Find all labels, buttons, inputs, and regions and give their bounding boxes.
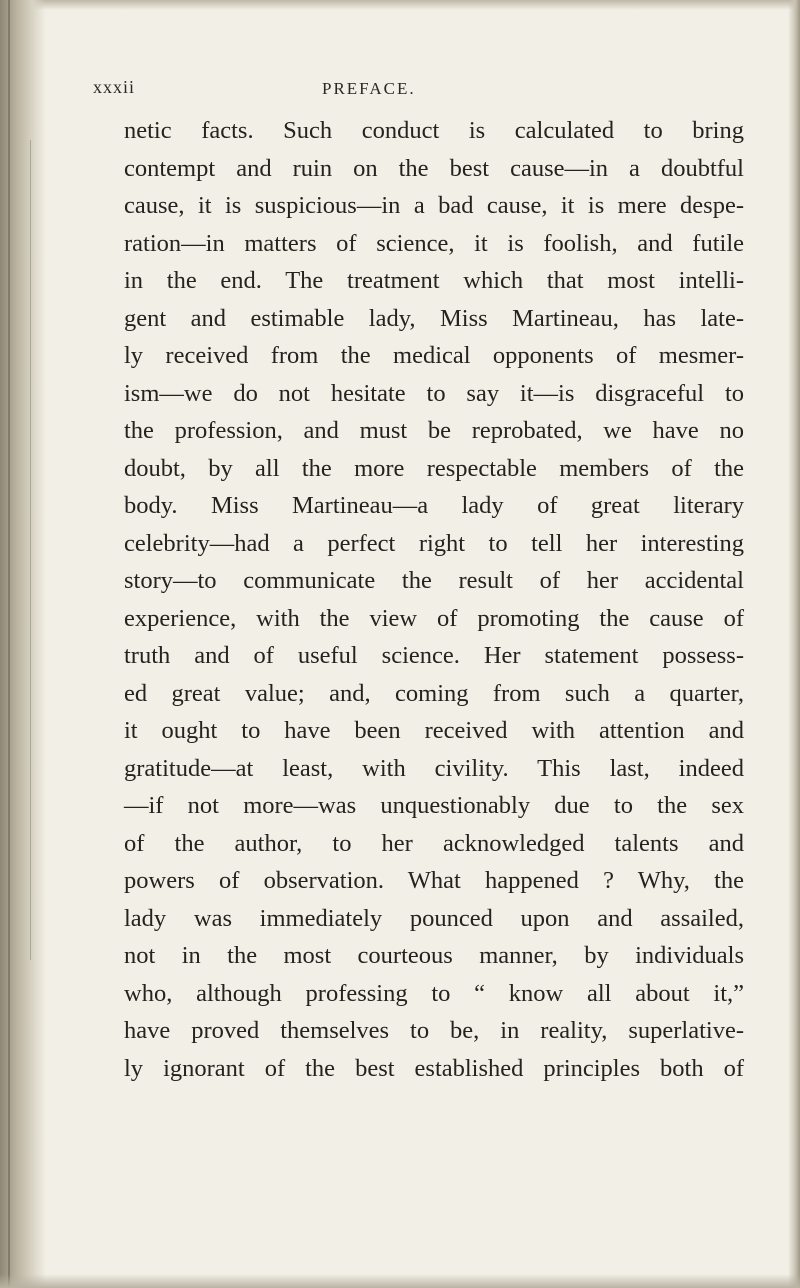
text-line: —if not more—was unquestionably due to the sex: [124, 792, 744, 819]
text-line: contempt and ruin on the best cause—in a doubtful: [124, 154, 744, 182]
text-line: ly ignorant of the best established principles both of: [124, 1054, 744, 1082]
text-line: doubt, by all the more respectable members of the: [124, 454, 744, 482]
text-line: it ought to have been received with attention and: [124, 717, 744, 744]
text-line: lady was immediately pounced upon and assailed,: [124, 904, 744, 932]
text-line: ly received from the medical opponents of mesmer-: [124, 342, 744, 369]
text-line: ration—in matters of science, it is foolish, and futile: [124, 229, 744, 257]
page-bottom-shadow: [0, 1274, 800, 1288]
text-line: ed great value; and, coming from such a quarter,: [124, 679, 744, 707]
binding-gutter: [0, 0, 46, 1288]
text-line: experience, with the view of promoting the cause of: [124, 604, 744, 632]
text-line: cause, it is suspicious—in a bad cause, it is mere despe-: [124, 192, 744, 219]
page-number: xxxii: [93, 77, 136, 97]
text-line: celebrity—had a perfect right to tell her interesting: [124, 529, 744, 557]
gutter-crease: [8, 0, 10, 1288]
text-line: netic facts. Such conduct is calculated to bring: [124, 117, 744, 144]
text-line: the profession, and must be reprobated, we have no: [124, 417, 744, 444]
page-header: [0, 77, 800, 107]
text-line: body. Miss Martineau—a lady of great literary: [124, 492, 744, 519]
text-line: gratitude—at least, with civility. This last, indeed: [124, 754, 744, 782]
text-line: have proved themselves to be, in reality, superlative-: [124, 1017, 744, 1044]
text-line: not in the most courteous manner, by individuals: [124, 942, 744, 969]
text-line: of the author, to her acknowledged talents and: [124, 829, 744, 857]
body-text: [124, 112, 744, 1087]
text-line: in the end. The treatment which that most intelli-: [124, 267, 744, 294]
text-line: gent and estimable lady, Miss Martineau, has late-: [124, 304, 744, 332]
page-top-shadow: [0, 0, 800, 10]
running-head: PREFACE.: [322, 79, 416, 98]
text-line: powers of observation. What happened ? Why, the: [124, 867, 744, 894]
text-line: ism—we do not hesitate to say it—is disgraceful to: [124, 379, 744, 407]
text-line: truth and of useful science. Her statement possess-: [124, 642, 744, 669]
gutter-crease: [30, 140, 31, 960]
text-line: story—to communicate the result of her accidental: [124, 567, 744, 594]
page-right-edge: [788, 0, 800, 1288]
text-line: who, although professing to “ know all about it,”: [124, 979, 744, 1007]
